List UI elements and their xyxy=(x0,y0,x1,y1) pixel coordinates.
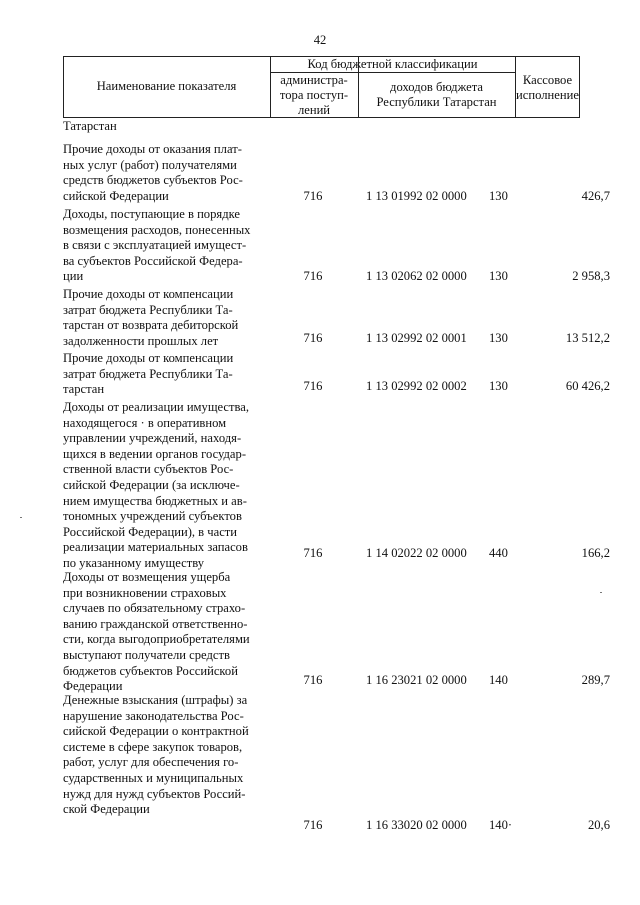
admin-code: 716 xyxy=(303,269,323,283)
admin-code: 716 xyxy=(303,673,323,687)
name-line: сийской Федерации xyxy=(63,188,169,203)
admin-code: 716 xyxy=(303,331,323,345)
indicator-name xyxy=(63,400,263,572)
name-line: ных услуг (работ) получателями xyxy=(63,157,237,172)
name-line: нарушение законодательства Рос- xyxy=(63,708,244,723)
header-line: исполнение xyxy=(516,88,579,102)
name-line: возмещения расходов, понесенных xyxy=(63,222,251,237)
revenue-code: 1 13 02992 02 0001 xyxy=(366,331,467,345)
name-line: Денежные взыскания (штрафы) за xyxy=(63,693,248,707)
page-number: 42 xyxy=(313,33,327,47)
name-line: управлении учреждений, находя- xyxy=(63,431,242,446)
name-line: в связи с эксплуатацией имущест- xyxy=(63,238,247,253)
name-line: Доходы от реализации имущества, xyxy=(63,400,250,414)
scan-speck xyxy=(20,517,22,518)
name-line: Прочие доходы от компенсации xyxy=(63,351,234,365)
amount: 166,2 xyxy=(581,546,610,560)
subcode: 130 xyxy=(489,269,508,283)
name-line: затрат бюджета Республики Та- xyxy=(63,366,233,381)
name-line: сийской Федерации (за исключе- xyxy=(63,477,240,492)
indicator-name xyxy=(63,119,263,135)
name-line: ванию гражданской ответственно- xyxy=(63,616,248,631)
amount: 20,6 xyxy=(587,818,610,832)
indicator-name xyxy=(63,693,263,818)
name-line: случаев по обязательному страхо- xyxy=(63,601,246,616)
revenue-code: 1 13 01992 02 0000 xyxy=(366,189,467,203)
table-header xyxy=(63,56,580,118)
name-line: находящегося · в оперативном xyxy=(63,415,227,430)
name-line: работ, услуг для обеспечения го- xyxy=(63,755,239,770)
name-line: средств бюджетов субъектов Рос- xyxy=(63,173,243,188)
indicator-name xyxy=(63,142,263,204)
amount: 2 958,3 xyxy=(572,269,610,283)
name-line: нием имущества бюджетных и ав- xyxy=(63,493,247,508)
subcode: 440 xyxy=(489,546,508,560)
name-line: тарстан xyxy=(63,382,105,397)
name-line: при возникновении страховых xyxy=(63,585,227,600)
header-indicator-name: Наименование показателя xyxy=(96,79,237,93)
subcode: 140 xyxy=(489,673,508,687)
amount: 60 426,2 xyxy=(565,379,610,393)
header-line: Кассовое xyxy=(522,73,573,87)
admin-code: 716 xyxy=(303,189,323,203)
name-line: затрат бюджета Республики Та- xyxy=(63,302,233,317)
name-line: сийской Федерации о контрактной xyxy=(63,724,249,739)
admin-code: 716 xyxy=(303,546,323,560)
name-line: по указанному имуществу xyxy=(63,555,205,570)
header-line: тора поступ- xyxy=(279,88,349,102)
name-line: Татарстан xyxy=(63,119,117,133)
header-line: Республики Татарстан xyxy=(376,95,497,109)
revenue-code: 1 14 02022 02 0000 xyxy=(366,546,467,560)
name-line: тономных учреждений субъектов xyxy=(63,509,242,524)
name-line: системе в сфере закупок товаров, xyxy=(63,739,243,754)
name-line: Российской Федерации), в части xyxy=(63,524,238,539)
admin-code: 716 xyxy=(303,379,323,393)
header-budget-classification-code: Код бюджетной классификации xyxy=(307,57,478,71)
admin-code: 716 xyxy=(303,818,323,832)
header-execution xyxy=(515,73,580,103)
revenue-code: 1 13 02062 02 0000 xyxy=(366,269,467,283)
header-line: доходов бюджета xyxy=(390,80,483,94)
name-line: щихся в ведении органов государ- xyxy=(63,446,247,461)
revenue-code: 1 16 33020 02 0000 xyxy=(366,818,467,832)
subcode: 140· xyxy=(489,818,513,832)
subcode: 130 xyxy=(489,379,508,393)
name-line: ции xyxy=(63,269,84,284)
name-line: реализации материальных запасов xyxy=(63,540,248,555)
name-line: Федерации xyxy=(63,679,123,694)
name-line: задолженности прошлых лет xyxy=(63,333,219,348)
name-line: Доходы от возмещения ущерба xyxy=(63,570,231,584)
name-line: ской Федерации xyxy=(63,802,150,817)
indicator-name xyxy=(63,570,263,695)
name-line: ственной власти субъектов Рос- xyxy=(63,462,234,477)
header-line: администра- xyxy=(280,73,348,87)
scan-speck xyxy=(600,592,602,593)
name-line: нужд для нужд субъектов Россий- xyxy=(63,786,246,801)
name-line: тарстан от возврата дебиторской xyxy=(63,318,239,333)
indicator-name xyxy=(63,287,263,349)
subcode: 130 xyxy=(489,331,508,345)
indicator-name xyxy=(63,351,263,398)
amount: 289,7 xyxy=(581,673,610,687)
name-line: Доходы, поступающие в порядке xyxy=(63,207,241,221)
name-line: бюджетов субъектов Российской xyxy=(63,663,238,678)
header-line: лений xyxy=(297,103,331,117)
name-line: Прочие доходы от компенсации xyxy=(63,287,234,301)
amount: 13 512,2 xyxy=(565,331,610,345)
name-line: выступают получатели средств xyxy=(63,647,230,662)
name-line: Прочие доходы от оказания плат- xyxy=(63,142,242,156)
indicator-name xyxy=(63,207,263,285)
header-revenue xyxy=(358,80,515,110)
revenue-code: 1 13 02992 02 0002 xyxy=(366,379,467,393)
subcode: 130 xyxy=(489,189,508,203)
name-line: сударственных и муниципальных xyxy=(63,770,244,785)
revenue-code: 1 16 23021 02 0000 xyxy=(366,673,467,687)
name-line: сти, когда выгодоприобретателями xyxy=(63,632,250,647)
amount: 426,7 xyxy=(581,189,610,203)
name-line: ва субъектов Российской Федера- xyxy=(63,253,243,268)
header-administrator xyxy=(270,73,358,118)
